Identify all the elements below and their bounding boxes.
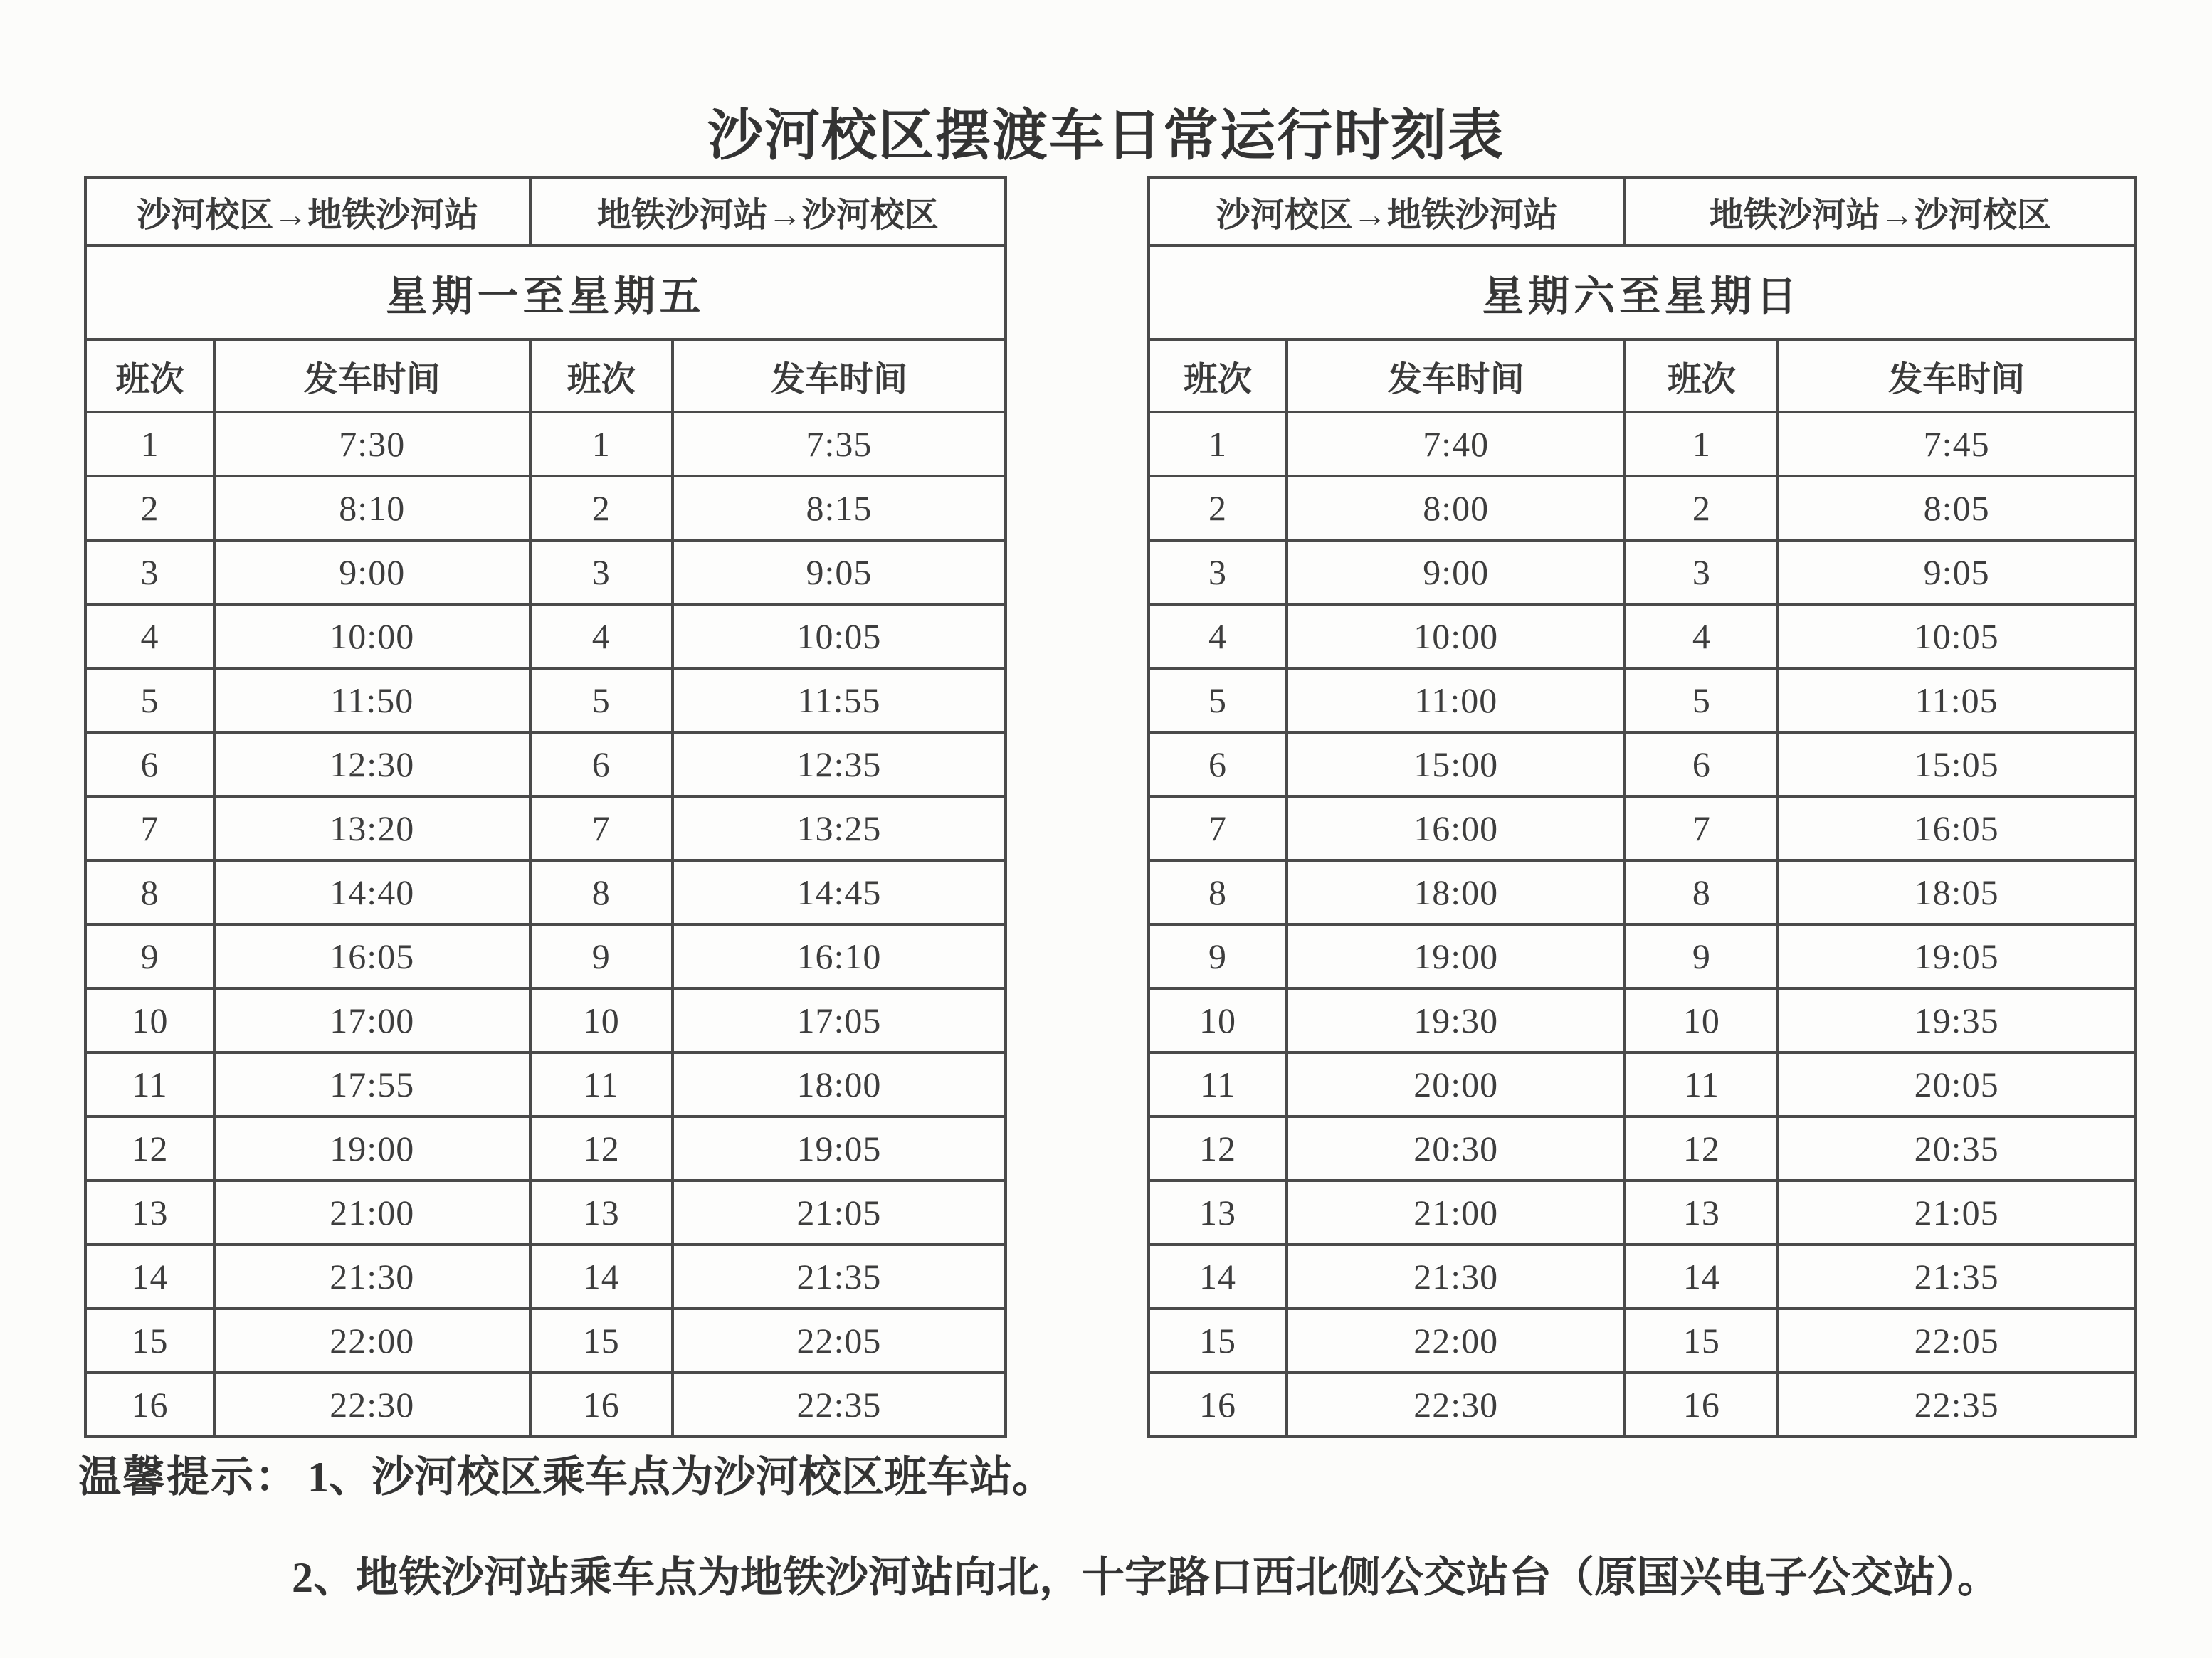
weekend-column-header-row [1149, 339, 2135, 412]
departure-time-cell: 9:05 [673, 540, 1006, 604]
trip-no-cell: 1 [1625, 412, 1778, 476]
schedule-row [1149, 1181, 2135, 1245]
weekend-schedule-table [1147, 176, 2137, 1438]
trip-no-cell: 1 [530, 412, 673, 476]
weekday-column-header-row [85, 339, 1006, 412]
weekday-period-header-row [85, 245, 1006, 339]
departure-time-cell: 19:30 [1287, 988, 1625, 1052]
departure-time-cell: 19:00 [1287, 924, 1625, 988]
departure-time-cell: 21:30 [1287, 1245, 1625, 1309]
trip-no-cell: 7 [1149, 796, 1287, 860]
trip-no-cell: 13 [530, 1181, 673, 1245]
trip-no-cell: 11 [1149, 1052, 1287, 1116]
schedule-row [85, 732, 1006, 796]
departure-time-cell: 8:15 [673, 476, 1006, 540]
departure-time-cell: 20:30 [1287, 1116, 1625, 1181]
trip-no-cell: 1 [85, 412, 214, 476]
schedule-row [85, 412, 1006, 476]
schedule-row [1149, 1052, 2135, 1116]
weekend-trip-no-column-header: 班次 [1625, 339, 1778, 412]
departure-time-cell: 11:05 [1778, 668, 2135, 732]
weekday-route-outbound-header: 沙河校区→地铁沙河站 [85, 177, 530, 245]
trip-no-cell: 10 [85, 988, 214, 1052]
weekday-route-inbound-header: 地铁沙河站→沙河校区 [530, 177, 1006, 245]
trip-no-cell: 11 [85, 1052, 214, 1116]
trip-no-cell: 8 [1149, 860, 1287, 924]
departure-time-cell: 11:00 [1287, 668, 1625, 732]
trip-no-cell: 11 [530, 1052, 673, 1116]
departure-time-cell: 10:05 [673, 604, 1006, 668]
schedule-row [85, 1245, 1006, 1309]
weekend-departure-time-column-header: 发车时间 [1287, 339, 1625, 412]
schedule-row [1149, 988, 2135, 1052]
departure-time-cell: 22:35 [673, 1373, 1006, 1437]
trip-no-cell: 4 [1149, 604, 1287, 668]
trip-no-cell: 8 [85, 860, 214, 924]
trip-no-cell: 6 [530, 732, 673, 796]
trip-no-cell: 7 [530, 796, 673, 860]
departure-time-cell: 16:00 [1287, 796, 1625, 860]
departure-time-cell: 19:00 [214, 1116, 530, 1181]
trip-no-cell: 12 [1625, 1116, 1778, 1181]
trip-no-cell: 10 [530, 988, 673, 1052]
trip-no-cell: 10 [1625, 988, 1778, 1052]
departure-time-cell: 13:25 [673, 796, 1006, 860]
trip-no-cell: 7 [1625, 796, 1778, 860]
trip-no-cell: 15 [1625, 1309, 1778, 1373]
trip-no-cell: 5 [1625, 668, 1778, 732]
note-1 [78, 1453, 2142, 1502]
departure-time-cell: 12:30 [214, 732, 530, 796]
departure-time-cell: 21:00 [1287, 1181, 1625, 1245]
weekday-trip-no-column-header: 班次 [85, 339, 214, 412]
note-1-text: 1、沙河校区乘车点为沙河校区班车站。 [307, 1454, 1055, 1501]
departure-time-cell: 20:05 [1778, 1052, 2135, 1116]
departure-time-cell: 14:45 [673, 860, 1006, 924]
weekday-trip-no-column-header: 班次 [530, 339, 673, 412]
trip-no-cell: 14 [1625, 1245, 1778, 1309]
schedule-row [85, 604, 1006, 668]
schedule-row [85, 860, 1006, 924]
trip-no-cell: 12 [530, 1116, 673, 1181]
departure-time-cell: 7:45 [1778, 412, 2135, 476]
trip-no-cell: 11 [1625, 1052, 1778, 1116]
schedule-row [85, 1181, 1006, 1245]
trip-no-cell: 16 [1625, 1373, 1778, 1437]
departure-time-cell: 9:05 [1778, 540, 2135, 604]
trip-no-cell: 16 [85, 1373, 214, 1437]
departure-time-cell: 20:00 [1287, 1052, 1625, 1116]
trip-no-cell: 12 [1149, 1116, 1287, 1181]
schedule-row [85, 540, 1006, 604]
trip-no-cell: 15 [530, 1309, 673, 1373]
weekend-route-header-row [1149, 177, 2135, 245]
schedule-row [1149, 540, 2135, 604]
weekend-route-outbound-header: 沙河校区→地铁沙河站 [1149, 177, 1625, 245]
trip-no-cell: 8 [1625, 860, 1778, 924]
notes [78, 1453, 2142, 1602]
trip-no-cell: 8 [530, 860, 673, 924]
departure-time-cell: 16:05 [214, 924, 530, 988]
schedule-row [85, 796, 1006, 860]
departure-time-cell: 22:00 [214, 1309, 530, 1373]
trip-no-cell: 3 [1625, 540, 1778, 604]
departure-time-cell: 10:00 [214, 604, 530, 668]
departure-time-cell: 21:35 [1778, 1245, 2135, 1309]
departure-time-cell: 8:00 [1287, 476, 1625, 540]
trip-no-cell: 1 [1149, 412, 1287, 476]
schedule-row [1149, 1245, 2135, 1309]
departure-time-cell: 10:00 [1287, 604, 1625, 668]
weekend-period-header-row [1149, 245, 2135, 339]
weekday-route-header-row [85, 177, 1006, 245]
departure-time-cell: 11:50 [214, 668, 530, 732]
trip-no-cell: 9 [530, 924, 673, 988]
departure-time-cell: 22:05 [1778, 1309, 2135, 1373]
schedule-row [1149, 924, 2135, 988]
departure-time-cell: 21:00 [214, 1181, 530, 1245]
schedule-row [85, 988, 1006, 1052]
schedule-row [1149, 860, 2135, 924]
departure-time-cell: 21:05 [673, 1181, 1006, 1245]
schedule-row [85, 668, 1006, 732]
departure-time-cell: 19:05 [673, 1116, 1006, 1181]
trip-no-cell: 2 [530, 476, 673, 540]
trip-no-cell: 15 [1149, 1309, 1287, 1373]
trip-no-cell: 13 [1149, 1181, 1287, 1245]
departure-time-cell: 7:35 [673, 412, 1006, 476]
trip-no-cell: 14 [530, 1245, 673, 1309]
trip-no-cell: 2 [85, 476, 214, 540]
trip-no-cell: 3 [530, 540, 673, 604]
departure-time-cell: 21:05 [1778, 1181, 2135, 1245]
trip-no-cell: 6 [85, 732, 214, 796]
schedule-row [85, 1373, 1006, 1437]
departure-time-cell: 9:00 [1287, 540, 1625, 604]
schedule-row [85, 1309, 1006, 1373]
trip-no-cell: 5 [530, 668, 673, 732]
departure-time-cell: 22:05 [673, 1309, 1006, 1373]
trip-no-cell: 15 [85, 1309, 214, 1373]
schedule-row [85, 1116, 1006, 1181]
trip-no-cell: 16 [1149, 1373, 1287, 1437]
schedule-row [1149, 476, 2135, 540]
departure-time-cell: 22:35 [1778, 1373, 2135, 1437]
schedule-row [1149, 732, 2135, 796]
schedule-row [1149, 796, 2135, 860]
weekday-period-header: 星期一至星期五 [85, 245, 1006, 339]
trip-no-cell: 2 [1625, 476, 1778, 540]
trip-no-cell: 16 [530, 1373, 673, 1437]
departure-time-cell: 18:00 [673, 1052, 1006, 1116]
trip-no-cell: 13 [85, 1181, 214, 1245]
departure-time-cell: 13:20 [214, 796, 530, 860]
trip-no-cell: 5 [1149, 668, 1287, 732]
departure-time-cell: 12:35 [673, 732, 1006, 796]
departure-time-cell: 21:35 [673, 1245, 1006, 1309]
note-2: 2、地铁沙河站乘车点为地铁沙河站向北，十字路口西北侧公交站台（原国兴电子公交站）。 [292, 1554, 2000, 1601]
schedule-row [1149, 668, 2135, 732]
schedule-row [1149, 1373, 2135, 1437]
schedule-row [1149, 1309, 2135, 1373]
trip-no-cell: 3 [85, 540, 214, 604]
trip-no-cell: 4 [1625, 604, 1778, 668]
trip-no-cell: 9 [1149, 924, 1287, 988]
departure-time-cell: 17:00 [214, 988, 530, 1052]
schedule-row [85, 924, 1006, 988]
departure-time-cell: 14:40 [214, 860, 530, 924]
departure-time-cell: 22:00 [1287, 1309, 1625, 1373]
schedule-row [85, 1052, 1006, 1116]
departure-time-cell: 17:55 [214, 1052, 530, 1116]
departure-time-cell: 19:35 [1778, 988, 2135, 1052]
weekday-departure-time-column-header: 发车时间 [214, 339, 530, 412]
departure-time-cell: 7:30 [214, 412, 530, 476]
departure-time-cell: 19:05 [1778, 924, 2135, 988]
trip-no-cell: 2 [1149, 476, 1287, 540]
trip-no-cell: 12 [85, 1116, 214, 1181]
departure-time-cell: 18:05 [1778, 860, 2135, 924]
schedule-row [1149, 604, 2135, 668]
trip-no-cell: 13 [1625, 1181, 1778, 1245]
trip-no-cell: 14 [1149, 1245, 1287, 1309]
departure-time-cell: 10:05 [1778, 604, 2135, 668]
departure-time-cell: 8:10 [214, 476, 530, 540]
weekday-schedule-body [85, 412, 1006, 1437]
trip-no-cell: 7 [85, 796, 214, 860]
weekend-schedule-body [1149, 412, 2135, 1437]
weekday-departure-time-column-header: 发车时间 [673, 339, 1006, 412]
weekend-period-header: 星期六至星期日 [1149, 245, 2135, 339]
trip-no-cell: 14 [85, 1245, 214, 1309]
trip-no-cell: 5 [85, 668, 214, 732]
weekend-trip-no-column-header: 班次 [1149, 339, 1287, 412]
departure-time-cell: 16:10 [673, 924, 1006, 988]
departure-time-cell: 22:30 [1287, 1373, 1625, 1437]
departure-time-cell: 8:05 [1778, 476, 2135, 540]
departure-time-cell: 9:00 [214, 540, 530, 604]
trip-no-cell: 6 [1625, 732, 1778, 796]
trip-no-cell: 10 [1149, 988, 1287, 1052]
trip-no-cell: 3 [1149, 540, 1287, 604]
trip-no-cell: 9 [85, 924, 214, 988]
departure-time-cell: 22:30 [214, 1373, 530, 1437]
page-title: 沙河校区摆渡车日常运行时刻表 [707, 105, 1505, 167]
trip-no-cell: 4 [530, 604, 673, 668]
departure-time-cell: 7:40 [1287, 412, 1625, 476]
departure-time-cell: 15:00 [1287, 732, 1625, 796]
trip-no-cell: 9 [1625, 924, 1778, 988]
departure-time-cell: 21:30 [214, 1245, 530, 1309]
departure-time-cell: 16:05 [1778, 796, 2135, 860]
departure-time-cell: 20:35 [1778, 1116, 2135, 1181]
departure-time-cell: 11:55 [673, 668, 1006, 732]
departure-time-cell: 18:00 [1287, 860, 1625, 924]
trip-no-cell: 6 [1149, 732, 1287, 796]
schedule-row [1149, 1116, 2135, 1181]
schedule-row [1149, 412, 2135, 476]
weekend-departure-time-column-header: 发车时间 [1778, 339, 2135, 412]
weekend-route-inbound-header: 地铁沙河站→沙河校区 [1625, 177, 2135, 245]
schedule-row [85, 476, 1006, 540]
departure-time-cell: 15:05 [1778, 732, 2135, 796]
trip-no-cell: 4 [85, 604, 214, 668]
departure-time-cell: 17:05 [673, 988, 1006, 1052]
weekday-schedule-table [84, 176, 1007, 1438]
notes-prefix: 温馨提示： [78, 1454, 299, 1501]
